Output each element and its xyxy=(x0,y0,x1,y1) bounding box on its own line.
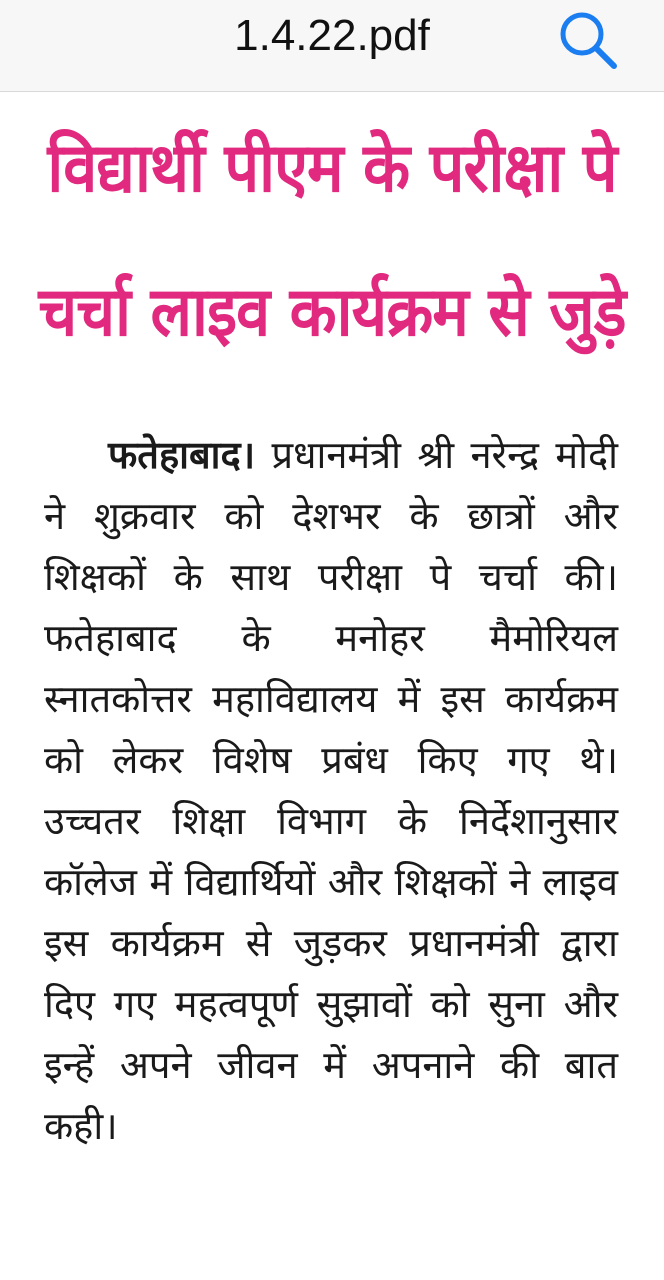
viewer-toolbar xyxy=(0,0,664,92)
article-headline xyxy=(0,97,664,385)
search-icon xyxy=(552,4,624,76)
headline-line-2: चर्चा लाइव कार्यक्रम से जुड़े xyxy=(38,273,626,352)
search-button[interactable] xyxy=(552,4,624,76)
document-title: 1.4.22.pdf xyxy=(234,11,430,60)
article-body xyxy=(44,425,618,1157)
pdf-page xyxy=(0,93,664,1280)
dateline: फतेहाबाद। xyxy=(108,433,256,477)
headline-line-1: विद्यार्थी पीएम के परीक्षा पे xyxy=(47,129,617,208)
article-text: प्रधानमंत्री श्री नरेन्द्र मोदी ने शुक्रवार को देशभर के छात्रों और शिक्षकों के साथ परीक्षा पे चर्चा की। फतेहाबाद के मनोहर मैमोरियल स्नातकोत्तर महाविद्यालय में इस कार्यक्रम को लेकर विशेष प्रबंध किए गए थे। उच्चतर शिक्षा विभाग के निर्देशानुसार कॉलेज में विद्यार्थियों और शिक्षकों ने लाइव इस कार्यक्रम से जुड़कर प्रधानमंत्री द्वारा दिए गए महत्वपूर्ण सुझावों को सुना और इन्हें अपने जीवन में अपनाने की बात कही। xyxy=(44,433,618,1148)
